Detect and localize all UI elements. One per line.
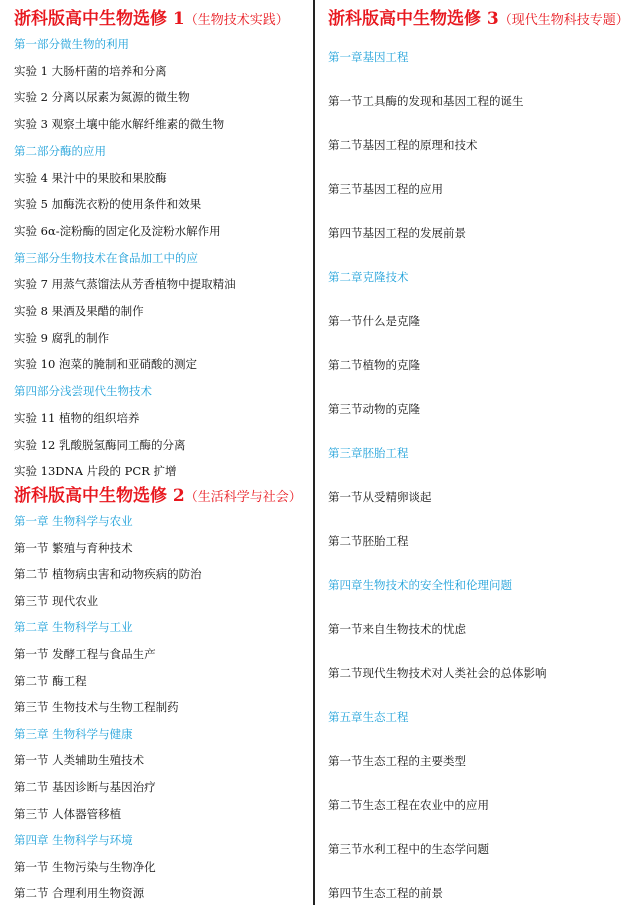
list-item: 第四节生态工程的前景 xyxy=(328,886,443,900)
book2-heading xyxy=(14,481,302,506)
book2-title: 浙科版高中生物选修 2 xyxy=(14,486,185,506)
list-item: 第三节 现代农业 xyxy=(14,593,99,608)
section-heading: 第三章 生物科学与健康 xyxy=(14,726,133,741)
list-item: 实验 2 分离以尿素为氮源的微生物 xyxy=(14,90,190,105)
list-item: 第二节胚胎工程 xyxy=(328,534,409,548)
book1-subtitle: （生物技术实践） xyxy=(184,13,289,28)
list-item: 第一节 生物污染与生物净化 xyxy=(14,859,156,874)
list-item: 第二节生态工程在农业中的应用 xyxy=(328,798,489,812)
list-item: 实验 1 大肠杆菌的培养和分离 xyxy=(14,63,167,78)
book3-title: 浙科版高中生物选修 3 xyxy=(328,9,499,29)
list-item: 第一节 发酵工程与食品生产 xyxy=(14,647,156,661)
list-item: 第三节动物的克隆 xyxy=(328,402,420,416)
section-heading: 第一章基因工程 xyxy=(328,50,409,64)
list-item: 第三节 人体器管移植 xyxy=(14,806,122,821)
section-heading: 第四章生物技术的安全性和伦理问题 xyxy=(328,578,512,592)
book1-title: 浙科版高中生物选修 1 xyxy=(14,9,185,29)
section-heading: 第五章生态工程 xyxy=(328,710,409,724)
list-item: 第一节生态工程的主要类型 xyxy=(328,754,466,768)
list-item: 第二节 基因诊断与基因治疗 xyxy=(14,780,156,794)
list-item: 第二节基因工程的原理和技术 xyxy=(328,138,478,152)
list-item: 第二节植物的克隆 xyxy=(328,358,420,372)
list-item: 第一节工具酶的发现和基因工程的诞生 xyxy=(328,94,524,108)
book2-subtitle: （生活科学与社会） xyxy=(184,490,302,505)
section-heading: 第三部分生物技术在食品加工中的应 xyxy=(14,250,198,265)
list-item: 第三节基因工程的应用 xyxy=(328,182,443,196)
list-item: 第三节水利工程中的生态学问题 xyxy=(328,842,489,856)
list-item: 实验 8 果酒及果醋的制作 xyxy=(14,304,144,318)
list-item: 第二节 合理利用生物资源 xyxy=(14,886,145,901)
list-item: 第一节来自生物技术的忧虑 xyxy=(328,622,466,636)
list-item: 实验 6α-淀粉酶的固定化及淀粉水解作用 xyxy=(14,223,221,238)
list-item: 实验 10 泡菜的腌制和亚硝酸的测定 xyxy=(14,357,197,372)
list-item: 第一节从受精卵谈起 xyxy=(328,490,432,504)
section-heading: 第二章克隆技术 xyxy=(328,270,409,284)
list-item: 实验 9 腐乳的制作 xyxy=(14,330,110,345)
list-item: 实验 3 观察土壤中能水解纤维素的微生物 xyxy=(14,117,225,132)
book1-heading xyxy=(14,4,289,29)
section-heading: 第二部分酶的应用 xyxy=(14,143,106,158)
list-item: 实验 5 加酶洗衣粉的使用条件和效果 xyxy=(14,197,202,212)
section-heading: 第二章 生物科学与工业 xyxy=(14,620,133,635)
section-heading: 第四章 生物科学与环境 xyxy=(14,833,133,848)
list-item: 实验 11 植物的组织培养 xyxy=(14,410,140,425)
section-heading: 第三章胚胎工程 xyxy=(328,446,409,460)
list-item: 第一节 繁殖与育种技术 xyxy=(14,540,133,555)
list-item: 第一节什么是克隆 xyxy=(328,314,420,328)
list-item: 第二节 酶工程 xyxy=(14,673,87,688)
list-item: 实验 4 果汁中的果胶和果胶酶 xyxy=(14,170,167,185)
list-item: 第三节 生物技术与生物工程制药 xyxy=(14,700,179,715)
list-item: 实验 13DNA 片段的 PCR 扩增 xyxy=(14,464,177,479)
list-item: 第二节 植物病虫害和动物疾病的防治 xyxy=(14,567,202,582)
list-item: 实验 7 用蒸气蒸馏法从芳香植物中提取精油 xyxy=(14,277,236,292)
book3-heading xyxy=(328,4,629,29)
list-item: 第一节 人类辅助生殖技术 xyxy=(14,753,145,768)
book3-subtitle: （现代生物科技专题） xyxy=(498,13,629,28)
section-heading: 第一部分微生物的利用 xyxy=(14,37,129,51)
section-heading: 第一章 生物科学与农业 xyxy=(14,514,133,528)
list-item: 实验 12 乳酸脱氢酶同工酶的分离 xyxy=(14,437,186,452)
section-heading: 第四部分浅尝现代生物技术 xyxy=(14,384,152,399)
list-item: 第四节基因工程的发展前景 xyxy=(328,226,466,240)
column-divider xyxy=(313,0,315,905)
list-item: 第二节现代生物技术对人类社会的总体影响 xyxy=(328,666,547,680)
